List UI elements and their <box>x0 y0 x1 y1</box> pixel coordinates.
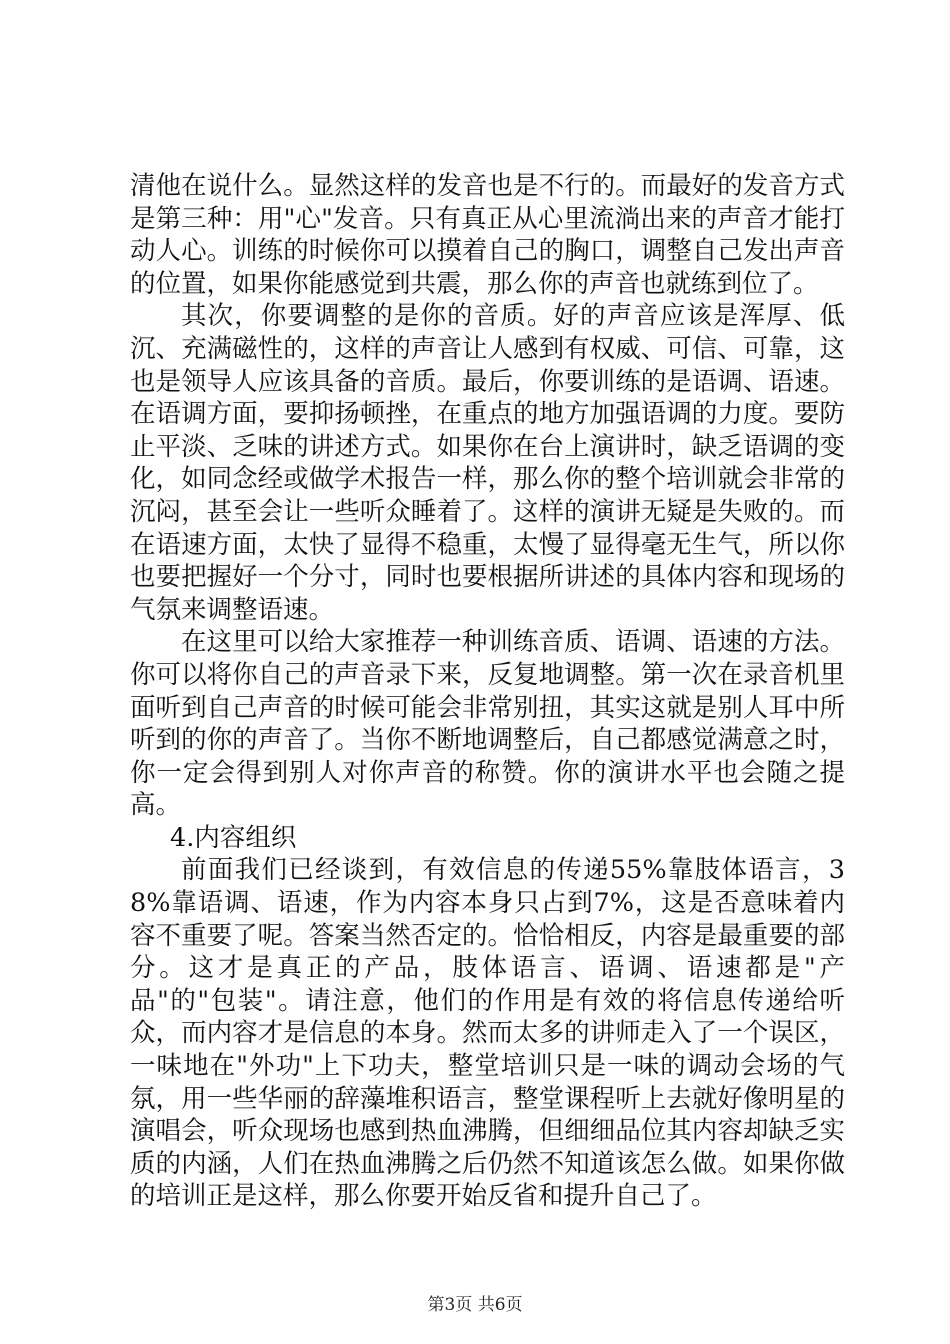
document-body <box>130 170 845 1213</box>
paragraph-voice-quality: 其次，你要调整的是你的音质。好的声音应该是浑厚、低沉、充满磁性的，这样的声音让人感到有权威、可信、可靠，这也是领导人应该具备的音质。最后，你要训练的是语调、语速。在语调方面，要抑扬顿挫，在重点的地方加强语调的力度。要防止平淡、乏味的讲述方式。如果你在台上演讲时，缺乏语调的变化，如同念经或做学术报告一样，那么你的整个培训就会非常的沉闷，甚至会让一些听众睡着了。这样的演讲无疑是失败的。而在语速方面，太快了显得不稳重，太慢了显得毫无生气，所以你也要把握好一个分寸，同时也要根据所讲述的具体内容和现场的气氛来调整语速。 <box>130 301 845 625</box>
paragraph-training-method: 在这里可以给大家推荐一种训练音质、语调、语速的方法。你可以将你自己的声音录下来，反复地调整。第一次在录音机里面听到自己声音的时候可能会非常别扭，其实这就是别人耳中所听到的你的声音了。当你不断地调整后，自己都感觉满意之时，你一定会得到别人对你声音的称赞。你的演讲水平也会随之提高。 <box>130 627 845 821</box>
section-heading-content-organization: 4.内容组织 <box>170 822 297 853</box>
paragraph-content-importance: 前面我们已经谈到，有效信息的传递55%靠肢体语言，38%靠语调、语速，作为内容本身只占到7%，这是否意味着内容不重要了呢。答案当然否定的。恰恰相反，内容是最重要的部分。这才是真正的产品，肢体语言、语调、语速都是"产品"的"包装"。请注意，他们的作用是有效的将信息传递给听众，而内容才是信息的本身。然而太多的讲师走入了一个误区，一味地在"外功"上下功夫，整堂培训只是一味的调动会场的气氛，用一些华丽的辞藻堆积语言，整堂课程听上去就好像明星的演唱会，听众现场也感到热血沸腾，但细细品位其内容却缺乏实质的内涵，人们在热血沸腾之后仍然不知道该怎么做。如果你做的培训正是这样，那么你要开始反省和提升自己了。 <box>130 855 845 1212</box>
paragraph-continuation: 清他在说什么。显然这样的发音也是不行的。而最好的发音方式是第三种：用"心"发音。只有真正从心里流淌出来的声音才能打动人心。训练的时候你可以摸着自己的胸口，调整自己发出声音的位置，如果你能感觉到共震，那么你的声音也就练到位了。 <box>130 171 845 299</box>
page-footer: 第3页 共6页 <box>427 1295 523 1315</box>
